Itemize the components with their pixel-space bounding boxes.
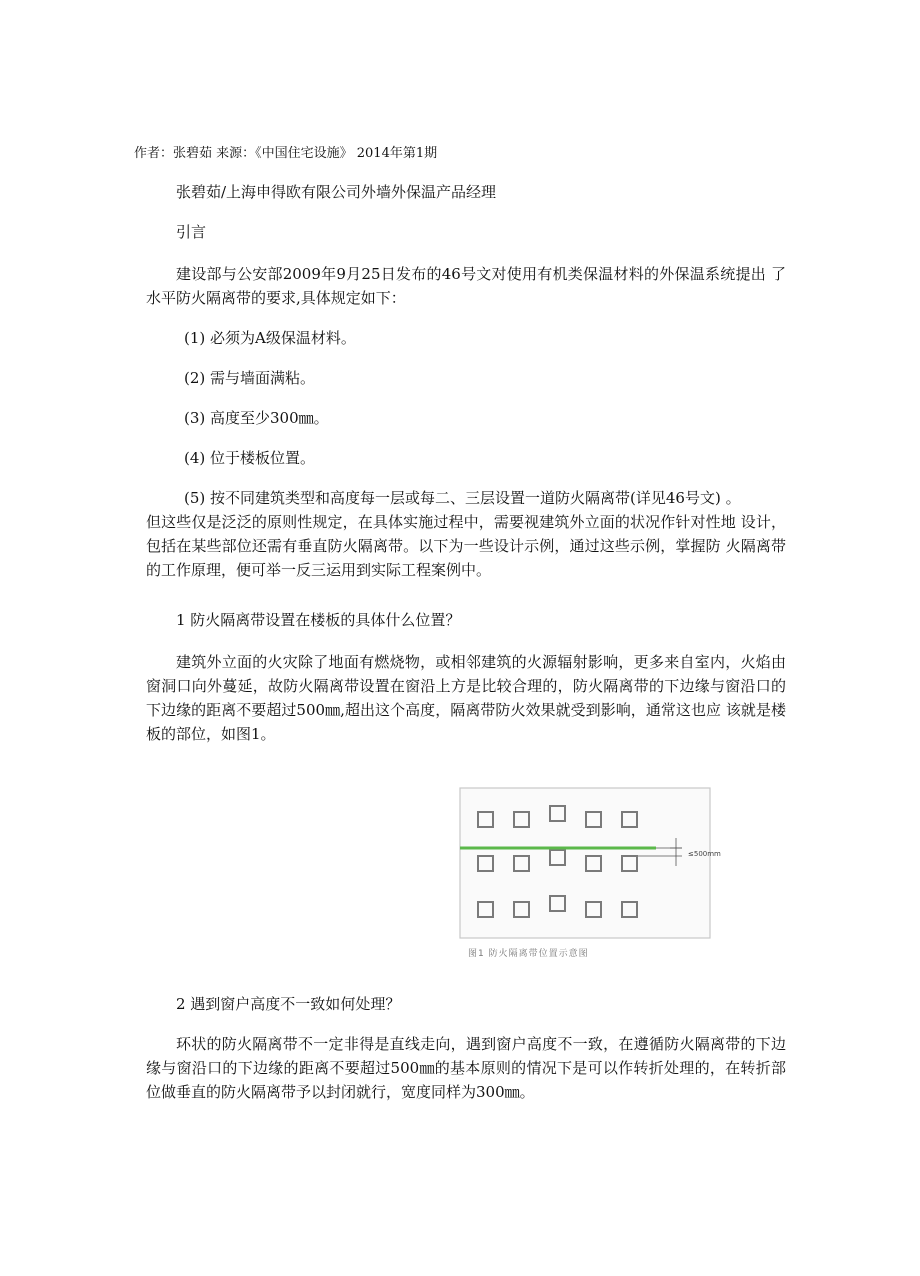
intro-paragraph: 建设部与公安部2009年9月25日发布的46号文对使用有机类保温材料的外保温系统提出 了水平防火隔离带的要求,具体规定如下： <box>146 265 786 307</box>
rule-5: (5) 按不同建筑类型和高度每一层或每二、三层设置一道防火隔离带(详见46号文) 。 <box>184 489 741 507</box>
section-2-body: 环状的防火隔离带不一定非得是直线走向，遇到窗户高度不一致，在遵循防火隔离带的下边缘与窗沿口的下边缘的距离不要超过500㎜的基本原则的情况下是可以作转折处理的，在转折部位做垂直的防火隔离带予以封闭就行，宽度同样为300㎜。 <box>146 1035 786 1101</box>
dimension-label: ≤500mm <box>688 850 721 858</box>
figure-1-caption: 图1 防火隔离带位置示意图 <box>468 949 589 959</box>
rule-5-continued: 但这些仅是泛泛的原则性规定，在具体实施过程中，需要视建筑外立面的状况作针对性地 设计，包括在某些部位还需有垂直防火隔离带。以下为一些设计示例，通过这些示例，掌握防 火隔离带的工作原理，便可举一反三运用到实际工程案例中。 <box>146 513 786 579</box>
figure-1 <box>456 784 741 964</box>
rule-2: (2) 需与墙面满粘。 <box>184 369 316 387</box>
article-meta: 作者：张碧茹 来源：《中国住宅设施》 2014年第1期 <box>134 146 438 161</box>
section-2-title: 2 遇到窗户高度不一致如何处理？ <box>176 995 401 1013</box>
section-1-title: 1 防火隔离带设置在楼板的具体什么位置？ <box>176 611 461 629</box>
rule-1: (1) 必须为A级保温材料。 <box>184 329 356 347</box>
section-1-body: 建筑外立面的火灾除了地面有燃烧物，或相邻建筑的火源辐射影响，更多来自室内，火焰由窗洞口向外蔓延，故防火隔离带设置在窗沿上方是比较合理的，防火隔离带的下边缘与窗沿口的下边缘的距离不要超过500㎜,超出这个高度，隔离带防火效果就受到影响，通常这也应 该就是楼板的部位，如图1。 <box>146 653 786 743</box>
facade-diagram <box>456 784 741 944</box>
rule-3: (3) 高度至少300㎜。 <box>184 409 329 427</box>
rule-4: (4) 位于楼板位置。 <box>184 449 316 467</box>
heading-intro: 引言 <box>176 223 207 241</box>
author-line: 张碧茹/上海申得欧有限公司外墙外保温产品经理 <box>176 183 497 201</box>
